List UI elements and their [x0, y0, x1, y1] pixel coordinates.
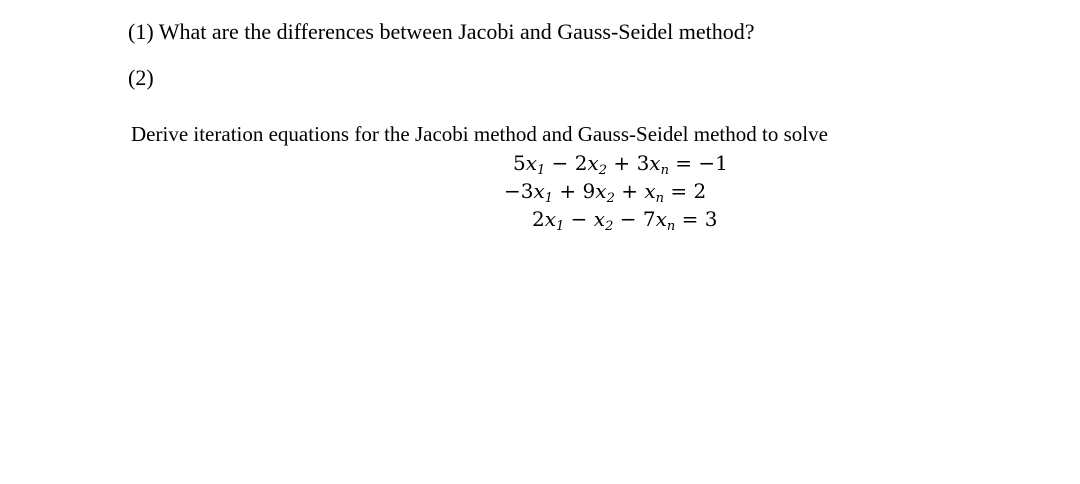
equation-1: $5x_1 - 2x_2 + 3x_n = -1$ — [513, 151, 728, 178]
question-2-label: (2) — [128, 65, 154, 90]
question-2-prompt: Derive iteration equations for the Jacobi method and Gauss-Seidel method to solve — [131, 122, 828, 146]
equation-3: $2x_1 - x_2 - 7x_n = 3$ — [532, 207, 718, 234]
question-1: (1) What are the differences between Jacobi and Gauss-Seidel method? — [128, 19, 755, 44]
equation-2: $-3x_1 + 9x_2 + x_n = 2$ — [504, 179, 707, 206]
